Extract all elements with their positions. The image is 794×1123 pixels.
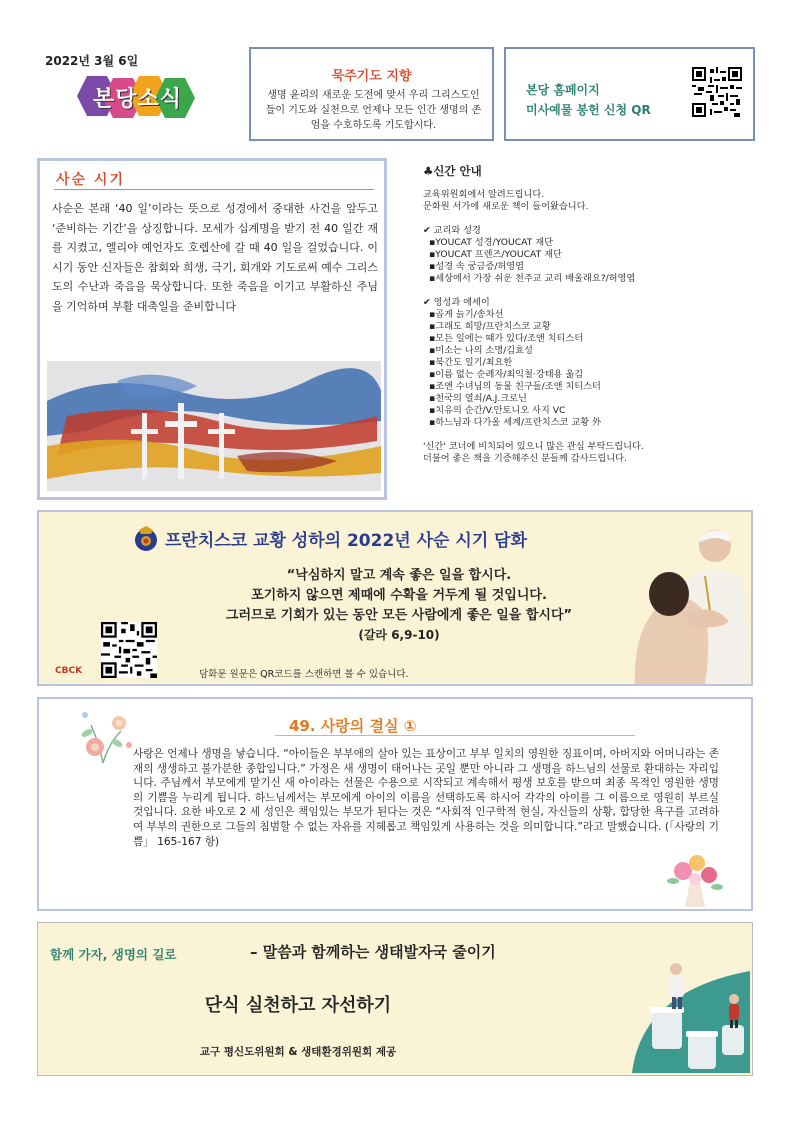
book-item: ▪치유의 순간/V.안토니오 사지 VC	[429, 405, 566, 416]
book-item: ▪조앤 수녀님의 동물 친구들/조앤 치티스터	[429, 381, 601, 392]
papal-emblem-icon	[131, 524, 161, 554]
rosary-intention-title: 묵주기도 지향	[331, 69, 412, 84]
homepage-label: 본당 홈페이지	[526, 83, 600, 97]
scripture-reference: (갈라 6,9-10)	[358, 628, 440, 642]
new-books-notice	[423, 165, 723, 465]
book-item: ▪그래도 희망/프란치스코 교황	[429, 321, 551, 332]
homepage-qr-box	[504, 47, 755, 141]
pope-quote-line: 그러므로 기회가 있는 동안 모든 사람에게 좋은 일을 합시다”	[225, 608, 573, 623]
book-item: ▪YOUCAT 성경/YOUCAT 재단	[429, 237, 553, 248]
bouquet-decoration-icon	[665, 847, 725, 909]
pope-quote-line: “낙심하지 말고 계속 좋은 일을 합시다.	[286, 568, 512, 583]
pope-lent-message-box	[37, 510, 753, 686]
issue-date: 2022년 3월 6일	[45, 54, 139, 68]
lent-title-divider	[54, 189, 374, 190]
amoris-laetitia-article	[37, 697, 753, 911]
article-body: 사랑은 언제나 생명을 낳습니다. “아이들은 부부애의 살아 있는 표상이고 부부 일치의 영원한 징표이며, 아버지와 어머니라는 존재의 생생하고 불가분한 종합입니다.” 가정은 새 생명이 태어나는 곳일 뿐만 아니라 그 생명을 하느님의 선물로 환대하는 자리입니다. 주님께서 부모에게 맡기신 새 아이라는 선물은 수용으로 시작되고 계속해서 평생 보호를 받으며 최종 목적인 영원한 생명의 기쁨을 누리게 됩니다. 하느님께서는 부모에게 아이의 이름을 선택하도록 하시어 각각의 아이를 그 이름으로 영원히 부르실 것입니다. 요한 바오로 2 세 성인은 책임있는 부모가 된다는 것은 “사회적 인구학적 현실, 자신들의 상황, 합당한 욕구를 고려하여 부부의 권한으로 그들의 침범할 수 없는 자유를 지혜롭고 책임있게 사용하는 것을 의미합니다.”라고 말했습니다. (「사랑의 기쁨」 165-167 항)	[133, 748, 719, 848]
book-item: ▪북간도 일기/최요한	[429, 357, 513, 368]
parish-news-logo	[75, 72, 200, 122]
rosary-intention-body: 생명 윤리의 새로운 도전에 맞서 우리 그리스도인들이 기도와 실천으로 언제나 모든 인간 생명의 존엄을 수호하도록 기도합시다.	[265, 90, 482, 131]
category-doctrine-bible: ✔ 교리와 성경	[423, 225, 481, 236]
crosses-painting	[47, 361, 381, 491]
donation-jars-illustration	[632, 951, 750, 1073]
pope-message-title: 프란치스코 교황 성하의 2022년 사순 시기 담화	[165, 531, 527, 551]
cbck-logo: CBCK	[55, 666, 83, 676]
article-title: 49. 사랑의 결실 ①	[289, 717, 417, 735]
new-books-outro-line: '신간' 코너에 비치되어 있으니 많은 관심 부탁드립니다.	[423, 441, 644, 452]
campaign-title: – 말씀과 함께하는 생태발자국 줄이기	[250, 943, 496, 961]
pope-quote-line: 포기하지 않으면 제때에 수확을 거두게 될 것입니다.	[251, 588, 547, 603]
mass-offering-label: 미사예물 봉헌 신청 QR	[526, 103, 651, 117]
book-item: ▪성경 속 궁금증/허영엽	[429, 261, 525, 272]
book-item: ▪하느님과 다가올 세계/프란치스코 교황 外	[429, 417, 602, 428]
logo-text: 본당소식	[92, 86, 182, 112]
new-books-intro-line: 교육위원회에서 알려드립니다.	[423, 189, 545, 200]
ecological-footprint-box	[37, 922, 753, 1076]
new-books-intro-line: 문화원 서가에 새로운 책이 들어왔습니다.	[423, 201, 589, 212]
book-item: ▪모든 일에는 때가 있다/조앤 치티스터	[429, 333, 584, 344]
book-item: ▪이름 없는 순례자/최익철·강태용 옮김	[429, 369, 584, 380]
book-item: ▪천국의 열쇠/A.J.크로닌	[429, 393, 527, 404]
new-books-heading: ♣신간 안내	[423, 164, 482, 178]
pope-quote	[179, 566, 619, 626]
lent-title: 사순 시기	[56, 172, 125, 188]
lent-body: 사순은 본래 ‘40 일’이라는 뜻으로 성경에서 중대한 사건을 앞두고 ‘준비하는 기간’을 상징합니다. 모세가 십계명을 받기 전 40 일간 재를 지켰고, 엘리야 예언자도 호렙산에 갈 때 40 일을 걸었습니다. 이 시기 동안 신자들은 참회와 희생, 극기, 회개와 기도로써 예수 그리스도의 수난과 죽음을 묵상합니다. 또한 죽음을 이기고 부활하신 주님을 기억하며 부활 대축일을 준비합니다	[52, 202, 378, 313]
homepage-qr-code[interactable]	[692, 67, 742, 117]
message-qr-code[interactable]	[101, 622, 157, 678]
action-headline: 단식 실천하고 자선하기	[204, 995, 392, 1016]
lent-season-box	[37, 158, 387, 500]
category-spirituality-essay: ✔ 영성과 에세이	[423, 297, 490, 308]
campaign-slogan: 함께 가자, 생명의 길로	[50, 947, 177, 962]
article-title-divider	[275, 735, 635, 736]
book-item: ▪곱게 늙기/송차선	[429, 309, 504, 320]
new-books-outro-line: 더불어 좋은 책을 기증해주신 분들께 감사드립니다.	[423, 453, 627, 464]
book-item: ▪YOUCAT 프렌즈/YOUCAT 재단	[429, 249, 562, 260]
rosary-intention-box	[249, 47, 494, 141]
qr-scan-note: 담화문 원문은 QR코드를 스캔하면 볼 수 있습니다.	[199, 669, 409, 680]
book-item: ▪세상에서 가장 쉬운 천주교 교리 배울래요?/허영엽	[429, 273, 636, 284]
pope-embrace-photo	[625, 518, 751, 684]
credit-line: 교구 평신도위원회 & 생태환경위원회 제공	[199, 1046, 397, 1058]
book-item: ▪미소는 나의 소명/김효성	[429, 345, 533, 356]
flower-decoration-icon	[73, 703, 135, 769]
